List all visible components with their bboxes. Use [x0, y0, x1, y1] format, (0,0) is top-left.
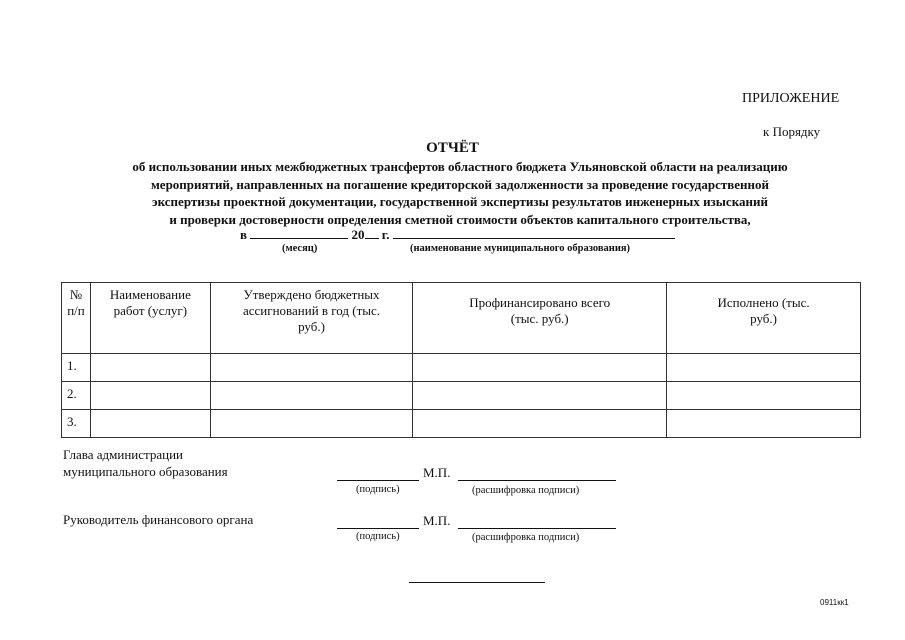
header-approved: Утверждено бюджетных ассигнований в год (тыс. руб.): [210, 283, 413, 354]
header-financed: Профинансировано всего (тыс. руб.): [413, 283, 667, 354]
year-prefix: 20: [351, 227, 365, 242]
row-number: 3.: [62, 410, 91, 438]
report-table: [61, 282, 861, 438]
cell-executed[interactable]: [667, 410, 861, 438]
report-title: ОТЧЁТ: [426, 140, 479, 156]
finance-signature-line[interactable]: [337, 528, 419, 529]
table-header-row: [62, 283, 861, 354]
subtitle-line-1: об использовании иных межбюджетных трансфертов областного бюджета Ульяновской области на реализацию: [132, 159, 788, 174]
date-prefix: в: [240, 227, 248, 242]
head-signature-line[interactable]: [337, 480, 419, 481]
finance-head-label: Руководитель финансового органа: [63, 512, 254, 527]
finance-signature-caption: (подпись): [356, 531, 400, 542]
cell-executed[interactable]: [667, 382, 861, 410]
order-reference: к Порядку: [763, 124, 821, 139]
municipality-blank[interactable]: [393, 226, 675, 239]
header-work-name: Наименование работ (услуг): [90, 283, 210, 354]
cell-approved[interactable]: [210, 410, 413, 438]
subtitle-line-3: экспертизы проектной документации, государственной экспертизы результатов инженерных изысканий: [152, 194, 768, 209]
head-admin-line-1: Глава администрации: [63, 447, 184, 462]
table-row: [62, 410, 861, 438]
month-caption: (месяц): [282, 243, 318, 254]
cell-executed[interactable]: [667, 354, 861, 382]
subtitle-line-2: мероприятий, направленных на погашение кредиторской задолженности за проведение государственной: [150, 176, 770, 192]
table-row: [62, 354, 861, 382]
head-stamp-label: М.П.: [423, 465, 451, 480]
footer-code: 0911кк1: [820, 598, 849, 607]
finance-decode-caption: (расшифровка подписи): [472, 532, 580, 543]
cell-work-name[interactable]: [90, 354, 210, 382]
appendix-label: ПРИЛОЖЕНИЕ: [742, 91, 840, 106]
date-line: [240, 226, 675, 243]
cell-financed[interactable]: [413, 382, 667, 410]
municipality-caption: (наименование муниципального образования): [410, 243, 631, 254]
header-number: № п/п: [62, 283, 91, 354]
head-decode-line[interactable]: [458, 480, 616, 481]
cell-approved[interactable]: [210, 354, 413, 382]
cell-approved[interactable]: [210, 382, 413, 410]
month-blank[interactable]: [250, 226, 348, 239]
head-decode-caption: (расшифровка подписи): [472, 485, 580, 496]
year-blank[interactable]: [365, 226, 379, 239]
year-suffix: г.: [381, 227, 390, 242]
subtitle-line-4: и проверки достоверности определения сметной стоимости объектов капитального строительства,: [169, 211, 751, 227]
report-subtitle: [60, 158, 860, 228]
head-signature-caption: (подпись): [356, 484, 400, 495]
closing-divider: [409, 582, 545, 583]
head-admin-label: [63, 446, 228, 480]
head-admin-line-2: муниципального образования: [63, 464, 228, 479]
table-row: [62, 382, 861, 410]
cell-financed[interactable]: [413, 354, 667, 382]
cell-work-name[interactable]: [90, 410, 210, 438]
cell-work-name[interactable]: [90, 382, 210, 410]
finance-stamp-label: М.П.: [423, 513, 451, 528]
header-executed: Исполнено (тыс. руб.): [667, 283, 861, 354]
row-number: 1.: [62, 354, 91, 382]
cell-financed[interactable]: [413, 410, 667, 438]
finance-decode-line[interactable]: [458, 528, 616, 529]
row-number: 2.: [62, 382, 91, 410]
